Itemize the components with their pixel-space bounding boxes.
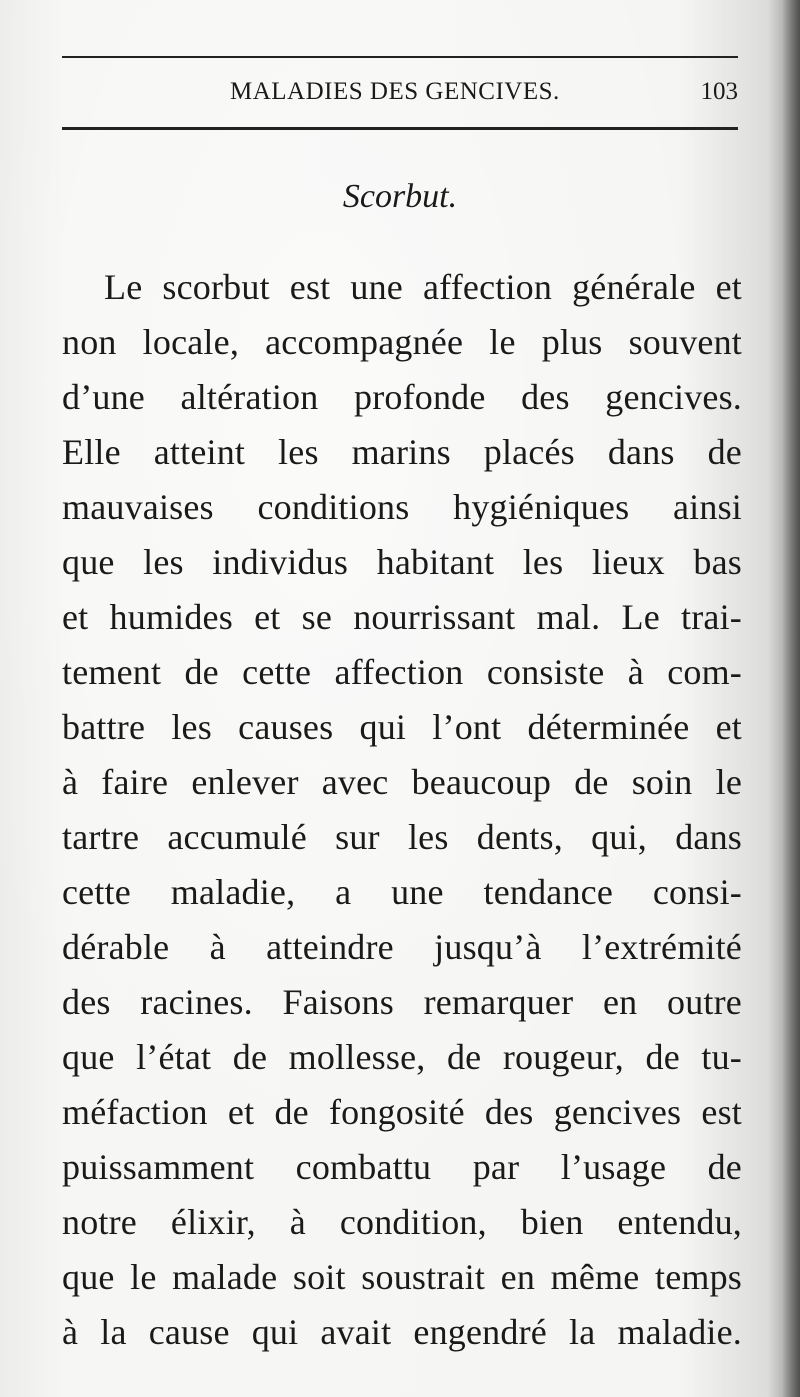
text-line: battre les causes qui l’ont déterminée et (62, 707, 742, 747)
header-bottom-rule (62, 127, 738, 130)
running-head: MALADIES DES GENCIVES. (230, 78, 560, 105)
text-line: à faire enlever avec beaucoup de soin le (62, 762, 742, 802)
text-line: que l’état de mollesse, de rougeur, de tu- (62, 1037, 742, 1077)
text-line: Elle atteint les marins placés dans de (62, 432, 742, 472)
text-line: dérable à atteindre jusqu’à l’extrémité (62, 927, 742, 967)
text-line: d’une altération profonde des gencives. (62, 377, 742, 417)
text-line: que les individus habitant les lieux bas (62, 542, 742, 582)
header-top-rule (62, 56, 738, 58)
text-line: méfaction et de fongosité des gencives est (62, 1092, 742, 1132)
text-line: tement de cette affection consiste à com- (62, 652, 742, 692)
text-line: non locale, accompagnée le plus souvent (62, 322, 742, 362)
text-line: tartre accumulé sur les dents, qui, dans (62, 817, 742, 857)
text-line: cette maladie, a une tendance consi- (62, 872, 742, 912)
text-line: notre élixir, à condition, bien entendu, (62, 1202, 742, 1242)
text-line: et humides et se nourrissant mal. Le trai- (62, 597, 742, 637)
text-line: que le malade soit soustrait en même temps (62, 1257, 742, 1297)
section-title: Scorbut. (342, 178, 458, 215)
body-paragraph (62, 260, 742, 1360)
text-line: mauvaises conditions hygiéniques ainsi (62, 487, 742, 527)
page-edge-shadow (782, 0, 800, 1397)
text-line: puissamment combattu par l’usage de (62, 1147, 742, 1187)
text-line: Le scorbut est une affection générale et (104, 267, 742, 307)
text-line: à la cause qui avait engendré la maladie. (62, 1312, 742, 1352)
page-number: 103 (700, 78, 738, 105)
text-line: des racines. Faisons remarquer en outre (62, 982, 742, 1022)
